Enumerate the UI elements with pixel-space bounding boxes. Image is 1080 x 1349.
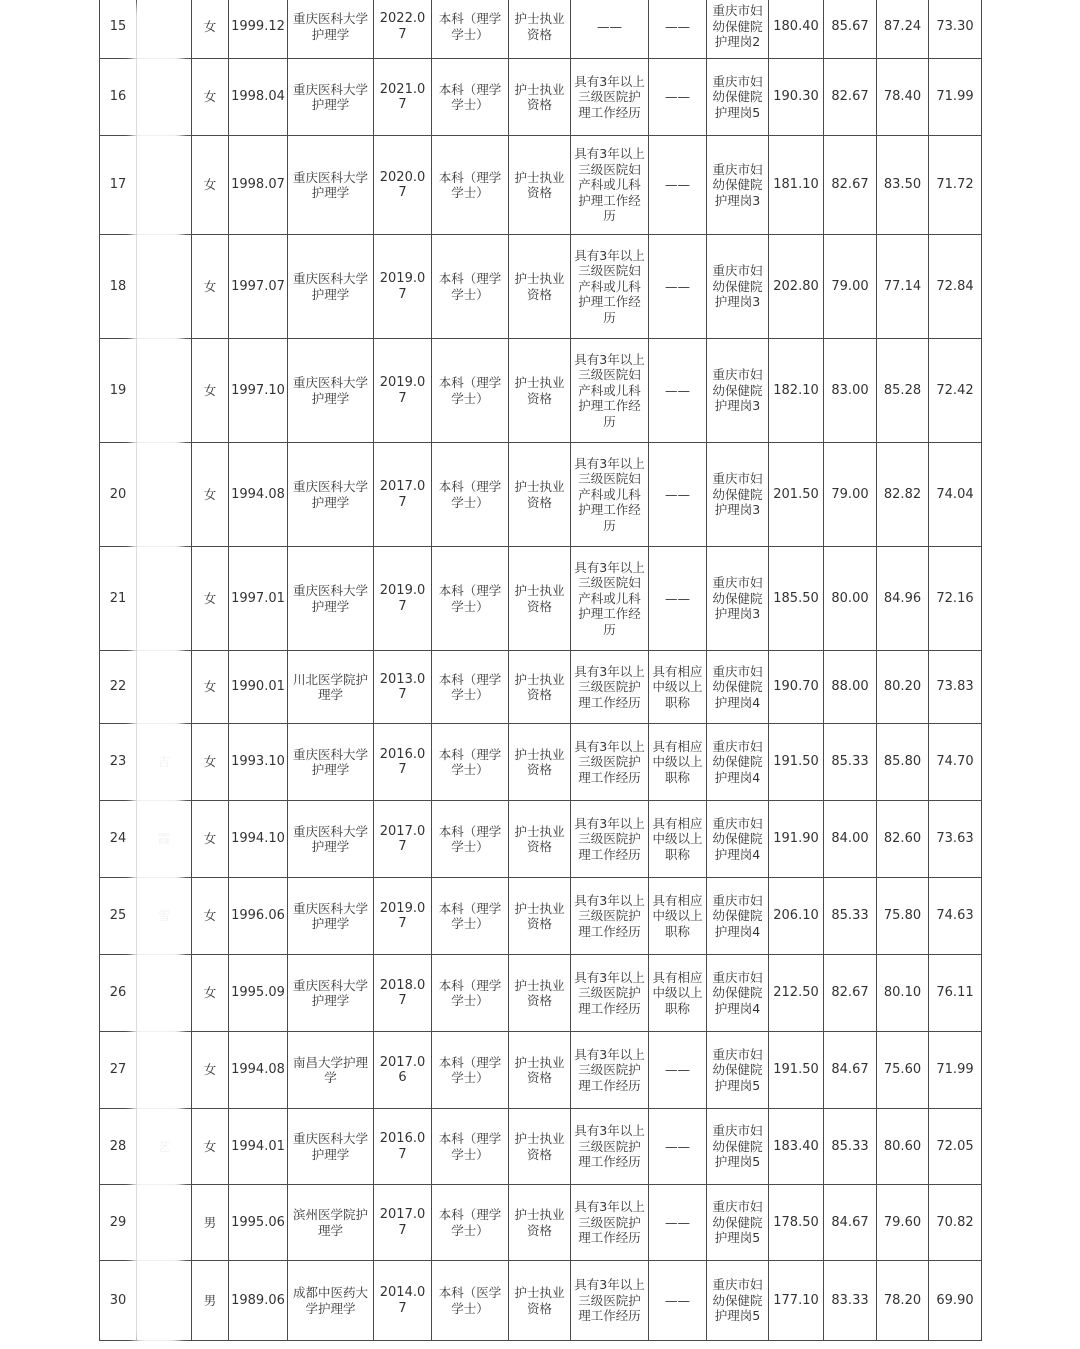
cell-degree: 本科（理学学士）	[432, 1185, 509, 1261]
cell-experience: 具有3年以上三级医院护理工作经历	[571, 724, 649, 801]
cell-degree: 本科（理学学士）	[432, 724, 509, 801]
cell-school-major: 重庆医科大学护理学	[288, 878, 374, 955]
cell-birthdate: 1990.01	[229, 651, 288, 724]
cell-written-score: 185.50	[769, 547, 824, 651]
cell-qualification: 护士执业资格	[509, 136, 571, 235]
table-row	[100, 955, 982, 1032]
cell-experience: 具有3年以上三级医院护理工作经历	[571, 955, 649, 1032]
table-row	[100, 1032, 982, 1109]
table-row	[100, 0, 982, 59]
cell-skill-score: 79.60	[877, 1185, 929, 1261]
cell-skill-score: 75.80	[877, 878, 929, 955]
cell-qualification: 护士执业资格	[509, 801, 571, 878]
cell-position: 重庆市妇幼保健院护理岗3	[707, 443, 769, 547]
cell-position: 重庆市妇幼保健院护理岗3	[707, 136, 769, 235]
cell-number: 23	[100, 724, 137, 801]
cell-birthdate: 1989.06	[229, 1261, 288, 1341]
cell-number: 27	[100, 1032, 137, 1109]
cell-school-major: 重庆医科大学护理学	[288, 136, 374, 235]
cell-total-score: 72.84	[929, 235, 982, 339]
cell-written-score: 202.80	[769, 235, 824, 339]
cell-school-major: 重庆医科大学护理学	[288, 443, 374, 547]
cell-birthdate: 1994.10	[229, 801, 288, 878]
cell-qualification: 护士执业资格	[509, 1109, 571, 1185]
table-row	[100, 651, 982, 724]
cell-graduation-date: 2013.07	[374, 651, 432, 724]
cell-degree: 本科（理学学士）	[432, 339, 509, 443]
cell-number: 26	[100, 955, 137, 1032]
cell-degree: 本科（理学学士）	[432, 59, 509, 136]
cell-interview-score: 83.00	[824, 339, 877, 443]
cell-degree: 本科（理学学士）	[432, 547, 509, 651]
cell-birthdate: 1999.12	[229, 0, 288, 59]
cell-written-score: 206.10	[769, 878, 824, 955]
cell-graduation-date: 2019.07	[374, 547, 432, 651]
cell-graduation-date: 2016.07	[374, 1109, 432, 1185]
cell-birthdate: 1993.10	[229, 724, 288, 801]
cell-skill-score: 85.80	[877, 724, 929, 801]
cell-total-score: 73.30	[929, 0, 982, 59]
cell-gender: 女	[192, 801, 229, 878]
cell-degree: 本科（理学学士）	[432, 443, 509, 547]
cell-experience: ——	[571, 0, 649, 59]
cell-gender: 女	[192, 724, 229, 801]
cell-experience: 具有3年以上三级医院护理工作经历	[571, 1109, 649, 1185]
cell-professional-title: 具有相应中级以上职称	[649, 878, 707, 955]
cell-number: 29	[100, 1185, 137, 1261]
cell-graduation-date: 2021.07	[374, 59, 432, 136]
cell-graduation-date: 2014.07	[374, 1261, 432, 1341]
cell-school-major: 重庆医科大学护理学	[288, 801, 374, 878]
cell-degree: 本科（理学学士）	[432, 235, 509, 339]
cell-gender: 女	[192, 235, 229, 339]
cell-total-score: 71.99	[929, 59, 982, 136]
cell-number: 22	[100, 651, 137, 724]
cell-degree: 本科（理学学士）	[432, 878, 509, 955]
cell-degree: 本科（理学学士）	[432, 651, 509, 724]
cell-gender: 女	[192, 1032, 229, 1109]
table-row	[100, 136, 982, 235]
cell-gender: 女	[192, 547, 229, 651]
cell-school-major: 重庆医科大学护理学	[288, 724, 374, 801]
cell-written-score: 178.50	[769, 1185, 824, 1261]
cell-birthdate: 1994.01	[229, 1109, 288, 1185]
cell-experience: 具有3年以上三级医院护理工作经历	[571, 1261, 649, 1341]
cell-position: 重庆市妇幼保健院护理岗3	[707, 339, 769, 443]
candidate-score-table	[99, 0, 982, 1341]
cell-qualification: 护士执业资格	[509, 878, 571, 955]
cell-graduation-date: 2019.07	[374, 339, 432, 443]
cell-skill-score: 85.28	[877, 339, 929, 443]
cell-graduation-date: 2019.07	[374, 878, 432, 955]
cell-gender: 女	[192, 651, 229, 724]
cell-birthdate: 1994.08	[229, 443, 288, 547]
cell-skill-score: 82.82	[877, 443, 929, 547]
cell-written-score: 181.10	[769, 136, 824, 235]
cell-written-score: 212.50	[769, 955, 824, 1032]
cell-qualification: 护士执业资格	[509, 443, 571, 547]
cell-written-score: 191.90	[769, 801, 824, 878]
cell-graduation-date: 2020.07	[374, 136, 432, 235]
cell-qualification: 护士执业资格	[509, 651, 571, 724]
cell-skill-score: 80.60	[877, 1109, 929, 1185]
cell-professional-title: ——	[649, 0, 707, 59]
cell-gender: 女	[192, 955, 229, 1032]
cell-interview-score: 80.00	[824, 547, 877, 651]
cell-birthdate: 1997.01	[229, 547, 288, 651]
table-row	[100, 724, 982, 801]
cell-position: 重庆市妇幼保健院护理岗2	[707, 0, 769, 59]
cell-graduation-date: 2019.07	[374, 235, 432, 339]
cell-professional-title: ——	[649, 136, 707, 235]
cell-interview-score: 84.00	[824, 801, 877, 878]
cell-gender: 女	[192, 59, 229, 136]
cell-degree: 本科（医学学士）	[432, 1261, 509, 1341]
cell-school-major: 重庆医科大学护理学	[288, 1109, 374, 1185]
cell-skill-score: 83.50	[877, 136, 929, 235]
table-row	[100, 235, 982, 339]
cell-professional-title: ——	[649, 59, 707, 136]
cell-total-score: 70.82	[929, 1185, 982, 1261]
cell-gender: 女	[192, 1109, 229, 1185]
cell-position: 重庆市妇幼保健院护理岗4	[707, 878, 769, 955]
cell-skill-score: 77.14	[877, 235, 929, 339]
cell-professional-title: ——	[649, 1109, 707, 1185]
cell-skill-score: 75.60	[877, 1032, 929, 1109]
cell-qualification: 护士执业资格	[509, 547, 571, 651]
cell-written-score: 182.10	[769, 339, 824, 443]
cell-interview-score: 85.33	[824, 1109, 877, 1185]
cell-school-major: 重庆医科大学护理学	[288, 59, 374, 136]
cell-interview-score: 84.67	[824, 1032, 877, 1109]
cell-gender: 女	[192, 339, 229, 443]
cell-qualification: 护士执业资格	[509, 339, 571, 443]
cell-graduation-date: 2017.06	[374, 1032, 432, 1109]
cell-position: 重庆市妇幼保健院护理岗3	[707, 235, 769, 339]
cell-total-score: 73.83	[929, 651, 982, 724]
cell-position: 重庆市妇幼保健院护理岗4	[707, 955, 769, 1032]
cell-experience: 具有3年以上三级医院护理工作经历	[571, 59, 649, 136]
cell-interview-score: 79.00	[824, 235, 877, 339]
cell-position: 重庆市妇幼保健院护理岗3	[707, 547, 769, 651]
cell-position: 重庆市妇幼保健院护理岗5	[707, 1109, 769, 1185]
cell-degree: 本科（理学学士）	[432, 136, 509, 235]
cell-professional-title: 具有相应中级以上职称	[649, 724, 707, 801]
cell-qualification: 护士执业资格	[509, 59, 571, 136]
cell-school-major: 重庆医科大学护理学	[288, 235, 374, 339]
cell-experience: 具有3年以上三级医院妇产科或儿科护理工作经历	[571, 547, 649, 651]
cell-gender: 女	[192, 443, 229, 547]
cell-total-score: 72.16	[929, 547, 982, 651]
cell-gender: 男	[192, 1185, 229, 1261]
cell-school-major: 重庆医科大学护理学	[288, 339, 374, 443]
cell-professional-title: ——	[649, 1032, 707, 1109]
cell-birthdate: 1995.06	[229, 1185, 288, 1261]
cell-skill-score: 84.96	[877, 547, 929, 651]
cell-total-score: 73.63	[929, 801, 982, 878]
cell-professional-title: 具有相应中级以上职称	[649, 955, 707, 1032]
cell-graduation-date: 2017.07	[374, 801, 432, 878]
table-row	[100, 1109, 982, 1185]
cell-written-score: 191.50	[769, 1032, 824, 1109]
cell-interview-score: 82.67	[824, 136, 877, 235]
table-row	[100, 443, 982, 547]
cell-skill-score: 78.20	[877, 1261, 929, 1341]
cell-qualification: 护士执业资格	[509, 1261, 571, 1341]
cell-written-score: 177.10	[769, 1261, 824, 1341]
cell-total-score: 71.99	[929, 1032, 982, 1109]
cell-professional-title: ——	[649, 339, 707, 443]
cell-degree: 本科（理学学士）	[432, 1109, 509, 1185]
cell-birthdate: 1994.08	[229, 1032, 288, 1109]
cell-interview-score: 88.00	[824, 651, 877, 724]
cell-position: 重庆市妇幼保健院护理岗4	[707, 724, 769, 801]
cell-number: 20	[100, 443, 137, 547]
cell-total-score: 69.90	[929, 1261, 982, 1341]
cell-experience: 具有3年以上三级医院护理工作经历	[571, 878, 649, 955]
cell-school-major: 滨州医学院护理学	[288, 1185, 374, 1261]
cell-birthdate: 1997.10	[229, 339, 288, 443]
cell-professional-title: ——	[649, 235, 707, 339]
cell-written-score: 180.40	[769, 0, 824, 59]
cell-interview-score: 83.33	[824, 1261, 877, 1341]
cell-experience: 具有3年以上三级医院妇产科或儿科护理工作经历	[571, 136, 649, 235]
cell-gender: 女	[192, 0, 229, 59]
cell-graduation-date: 2016.07	[374, 724, 432, 801]
cell-school-major: 川北医学院护理学	[288, 651, 374, 724]
cell-total-score: 76.11	[929, 955, 982, 1032]
cell-gender: 女	[192, 136, 229, 235]
cell-written-score: 201.50	[769, 443, 824, 547]
cell-skill-score: 87.24	[877, 0, 929, 59]
cell-total-score: 72.42	[929, 339, 982, 443]
cell-experience: 具有3年以上三级医院护理工作经历	[571, 801, 649, 878]
cell-birthdate: 1998.07	[229, 136, 288, 235]
cell-position: 重庆市妇幼保健院护理岗5	[707, 1185, 769, 1261]
cell-graduation-date: 2017.07	[374, 443, 432, 547]
cell-professional-title: ——	[649, 1185, 707, 1261]
cell-experience: 具有3年以上三级医院妇产科或儿科护理工作经历	[571, 235, 649, 339]
table-row	[100, 1261, 982, 1341]
cell-experience: 具有3年以上三级医院护理工作经历	[571, 1032, 649, 1109]
cell-degree: 本科（理学学士）	[432, 1032, 509, 1109]
cell-school-major: 成都中医药大学护理学	[288, 1261, 374, 1341]
cell-qualification: 护士执业资格	[509, 1185, 571, 1261]
cell-birthdate: 1996.06	[229, 878, 288, 955]
table-row	[100, 547, 982, 651]
cell-birthdate: 1995.09	[229, 955, 288, 1032]
cell-skill-score: 82.60	[877, 801, 929, 878]
cell-written-score: 190.70	[769, 651, 824, 724]
table-row	[100, 801, 982, 878]
cell-total-score: 71.72	[929, 136, 982, 235]
cell-birthdate: 1998.04	[229, 59, 288, 136]
cell-interview-score: 85.67	[824, 0, 877, 59]
cell-professional-title: ——	[649, 547, 707, 651]
cell-professional-title: 具有相应中级以上职称	[649, 651, 707, 724]
cell-position: 重庆市妇幼保健院护理岗5	[707, 1261, 769, 1341]
cell-total-score: 74.70	[929, 724, 982, 801]
cell-graduation-date: 2017.07	[374, 1185, 432, 1261]
cell-interview-score: 82.67	[824, 955, 877, 1032]
cell-interview-score: 82.67	[824, 59, 877, 136]
cell-number: 19	[100, 339, 137, 443]
cell-professional-title: 具有相应中级以上职称	[649, 801, 707, 878]
cell-school-major: 南昌大学护理学	[288, 1032, 374, 1109]
table-row	[100, 878, 982, 955]
cell-number: 28	[100, 1109, 137, 1185]
cell-written-score: 190.30	[769, 59, 824, 136]
cell-degree: 本科（理学学士）	[432, 801, 509, 878]
cell-experience: 具有3年以上三级医院护理工作经历	[571, 1185, 649, 1261]
cell-position: 重庆市妇幼保健院护理岗5	[707, 59, 769, 136]
cell-graduation-date: 2022.07	[374, 0, 432, 59]
cell-total-score: 72.05	[929, 1109, 982, 1185]
cell-position: 重庆市妇幼保健院护理岗5	[707, 1032, 769, 1109]
cell-professional-title: ——	[649, 443, 707, 547]
cell-school-major: 重庆医科大学护理学	[288, 547, 374, 651]
cell-number: 30	[100, 1261, 137, 1341]
cell-experience: 具有3年以上三级医院护理工作经历	[571, 651, 649, 724]
table-row	[100, 59, 982, 136]
cell-written-score: 191.50	[769, 724, 824, 801]
name-privacy-blur	[132, 0, 182, 1349]
cell-experience: 具有3年以上三级医院妇产科或儿科护理工作经历	[571, 443, 649, 547]
table-body	[100, 0, 982, 1341]
cell-number: 18	[100, 235, 137, 339]
cell-number: 17	[100, 136, 137, 235]
cell-total-score: 74.63	[929, 878, 982, 955]
table-row	[100, 1185, 982, 1261]
cell-gender: 女	[192, 878, 229, 955]
cell-number: 21	[100, 547, 137, 651]
table-row	[100, 339, 982, 443]
cell-written-score: 183.40	[769, 1109, 824, 1185]
cell-degree: 本科（理学学士）	[432, 955, 509, 1032]
cell-skill-score: 80.20	[877, 651, 929, 724]
cell-professional-title: ——	[649, 1261, 707, 1341]
cell-position: 重庆市妇幼保健院护理岗4	[707, 801, 769, 878]
cell-experience: 具有3年以上三级医院妇产科或儿科护理工作经历	[571, 339, 649, 443]
cell-skill-score: 78.40	[877, 59, 929, 136]
cell-interview-score: 84.67	[824, 1185, 877, 1261]
cell-number: 24	[100, 801, 137, 878]
cell-number: 25	[100, 878, 137, 955]
cell-degree: 本科（理学学士）	[432, 0, 509, 59]
cell-interview-score: 79.00	[824, 443, 877, 547]
cell-number: 15	[100, 0, 137, 59]
cell-interview-score: 85.33	[824, 878, 877, 955]
cell-number: 16	[100, 59, 137, 136]
cell-qualification: 护士执业资格	[509, 1032, 571, 1109]
cell-total-score: 74.04	[929, 443, 982, 547]
cell-qualification: 护士执业资格	[509, 235, 571, 339]
cell-qualification: 护士执业资格	[509, 724, 571, 801]
cell-school-major: 重庆医科大学护理学	[288, 955, 374, 1032]
cell-interview-score: 85.33	[824, 724, 877, 801]
cell-birthdate: 1997.07	[229, 235, 288, 339]
cell-graduation-date: 2018.07	[374, 955, 432, 1032]
cell-qualification: 护士执业资格	[509, 0, 571, 59]
cell-position: 重庆市妇幼保健院护理岗4	[707, 651, 769, 724]
cell-school-major: 重庆医科大学护理学	[288, 0, 374, 59]
cell-qualification: 护士执业资格	[509, 955, 571, 1032]
cell-skill-score: 80.10	[877, 955, 929, 1032]
cell-gender: 男	[192, 1261, 229, 1341]
